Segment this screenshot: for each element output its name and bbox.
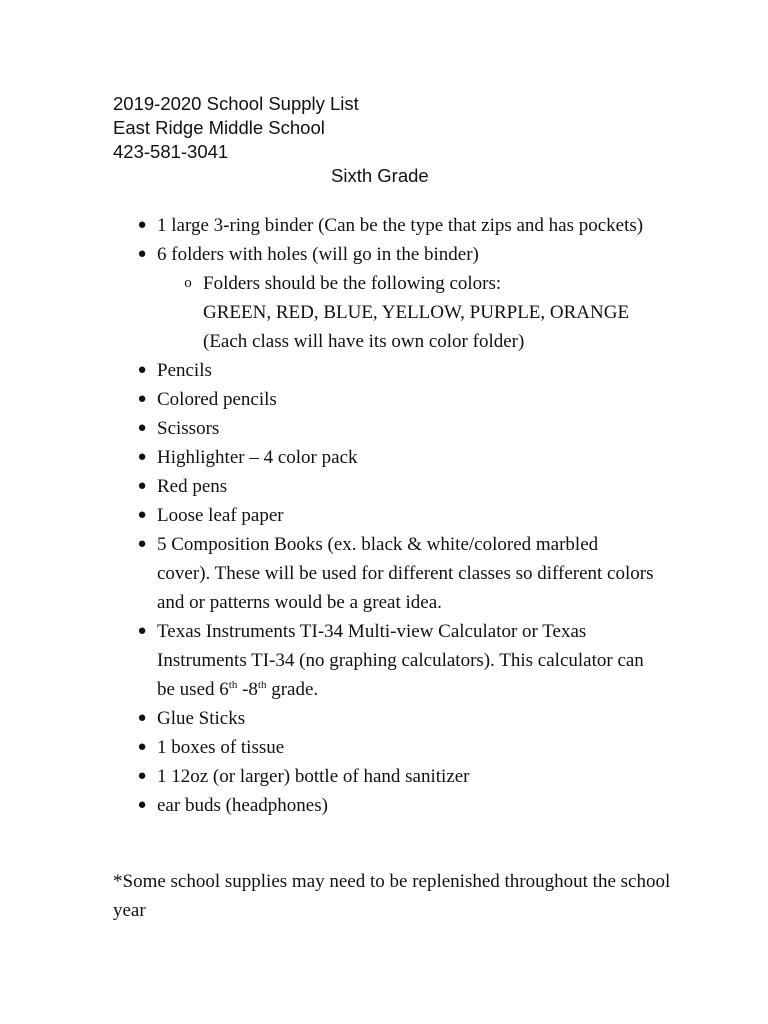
list-title: 2019-2020 School Supply List [113,93,359,114]
list-item [0,762,655,791]
list-item [0,443,655,472]
bullet-icon: ● [137,710,147,726]
footer-note: *Some school supplies may need to be replenished throughout the school year [113,871,671,921]
hollow-bullet-icon: o [184,275,192,291]
school-phone: 423-581-3041 [113,141,229,162]
school-name: East Ridge Middle School [113,117,325,138]
calculator-range: -8 [237,679,258,700]
item-text: Loose leaf paper [157,505,284,526]
item-text: Red pens [157,476,228,497]
calculator-end: grade. [266,679,319,700]
superscript: th [257,679,267,691]
item-text: 1 large 3-ring binder (Can be the type that zips and has pockets) [157,215,644,236]
item-text: Glue Sticks [157,708,246,729]
list-item [0,240,655,269]
grade-heading: Sixth Grade [331,165,429,186]
list-item [0,356,655,385]
superscript: th [228,679,238,691]
list-item [0,704,655,733]
bullet-icon: ● [137,507,147,523]
item-text: 6 folders with holes (will go in the binder) [157,244,479,265]
folder-colors-note: (Each class will have its own color folder) [203,331,525,352]
list-item [0,385,655,414]
list-item [0,472,655,501]
bullet-icon: ● [137,362,147,378]
item-text: Scissors [157,418,220,439]
item-text: 5 Composition Books (ex. black & white/colored marbled cover). These will be used for different classes so different colors and or patterns would be a great idea. [157,534,654,613]
bullet-icon: ● [137,246,147,262]
list-item [0,617,655,704]
item-text: Pencils [157,360,212,381]
bullet-icon: ● [137,449,147,465]
calculator-text: Texas Instruments TI-34 Multi-view Calculator or Texas Instruments TI-34 (no graphing calculators). This calculator can be used 6 [157,621,644,700]
bullet-icon: ● [137,623,147,639]
folder-colors: GREEN, RED, BLUE, YELLOW, PURPLE, ORANGE [203,302,630,323]
bullet-icon: ● [137,391,147,407]
list-item [0,530,655,617]
bullet-icon: ● [137,217,147,233]
item-text: Highlighter – 4 color pack [157,447,358,468]
bullet-icon: ● [137,536,147,552]
list-item [0,414,655,443]
list-item [0,211,655,240]
sub-list-item [0,269,663,356]
list-item [0,791,655,820]
sub-item-text: Folders should be the following colors: [203,273,502,294]
supply-list [0,211,768,820]
list-item [0,733,655,762]
bullet-icon: ● [137,768,147,784]
item-text: 1 12oz (or larger) bottle of hand sanitizer [157,766,470,787]
bullet-icon: ● [137,478,147,494]
item-text: Colored pencils [157,389,277,410]
item-text: 1 boxes of tissue [157,737,285,758]
bullet-icon: ● [137,797,147,813]
item-text: ear buds (headphones) [157,795,328,816]
list-item [0,501,655,530]
bullet-icon: ● [137,739,147,755]
document-header [113,92,359,164]
bullet-icon: ● [137,420,147,436]
